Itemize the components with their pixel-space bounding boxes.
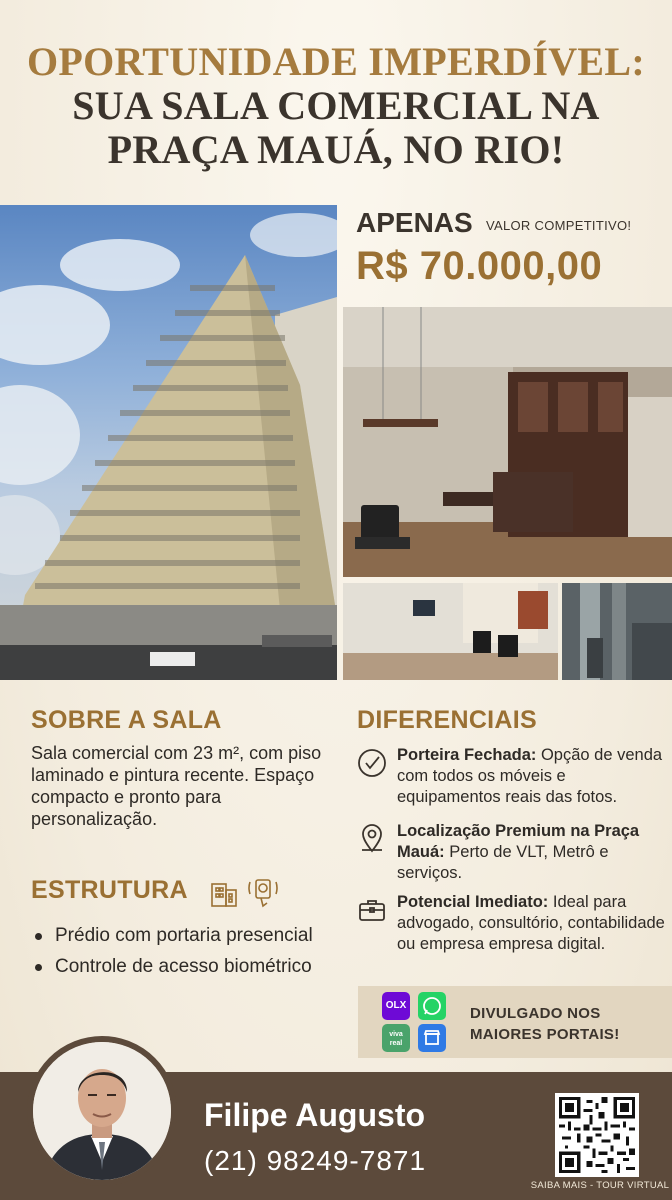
headline bbox=[0, 40, 672, 172]
headline-line-3: PRAÇA MAUÁ, NO RIO! bbox=[107, 127, 565, 172]
check-circle-icon bbox=[356, 747, 388, 779]
olx-icon[interactable]: OLX bbox=[382, 992, 410, 1020]
differential-item bbox=[356, 821, 672, 883]
differential-item bbox=[356, 745, 672, 815]
differential-bold: Potencial Imediato: bbox=[397, 893, 549, 911]
office-photo-3 bbox=[562, 583, 672, 680]
structure-title: ESTRUTURA bbox=[31, 876, 188, 904]
office-photo-main bbox=[343, 307, 672, 577]
building-icon bbox=[208, 876, 240, 913]
price-label: APENAS bbox=[356, 207, 473, 238]
headline-line-1: OPORTUNIDADE IMPERDÍVEL: bbox=[26, 39, 646, 84]
differential-bold: Porteira Fechada: bbox=[397, 746, 537, 764]
differential-item bbox=[356, 892, 672, 976]
headline-line-2: SUA SALA COMERCIAL NA bbox=[72, 83, 600, 128]
differential-text bbox=[397, 745, 667, 808]
store-icon[interactable] bbox=[418, 1024, 446, 1052]
differential-bold: Localização Premium na Praça Mauá: bbox=[397, 822, 640, 861]
map-pin-icon bbox=[356, 823, 388, 855]
portals-text: DIVULGADO NOS MAIORES PORTAIS! bbox=[470, 1005, 620, 1043]
about-title: SOBRE A SALA bbox=[31, 706, 222, 734]
avatar bbox=[27, 1036, 177, 1186]
differential-desc: Perto de VLT, Metrô e serviços. bbox=[397, 843, 609, 882]
about-text: Sala comercial com 23 m², com piso laminado e pintura recente. Espaço compacto e pronto para personalização. bbox=[31, 743, 322, 829]
qr-code[interactable] bbox=[555, 1093, 639, 1177]
briefcase-icon bbox=[356, 894, 388, 926]
differential-text bbox=[397, 892, 667, 955]
differential-desc: Ideal para advogado, consultório, contabilidade ou empresa empresa digital. bbox=[397, 893, 665, 953]
agent-phone[interactable]: (21) 98249-7871 bbox=[204, 1145, 427, 1176]
differentials-title: DIFERENCIAIS bbox=[357, 706, 538, 734]
whatsapp-icon[interactable] bbox=[418, 992, 446, 1020]
list-item: Controle de acesso biométrico bbox=[33, 951, 313, 982]
price-value: R$ 70.000,00 bbox=[356, 244, 603, 288]
agent-name: Filipe Augusto bbox=[204, 1097, 426, 1133]
vivareal-icon[interactable]: viva real bbox=[382, 1024, 410, 1052]
structure-list bbox=[33, 920, 313, 982]
portals-box bbox=[358, 986, 672, 1058]
differential-text bbox=[397, 821, 667, 884]
building-photo bbox=[0, 205, 337, 680]
qr-label: SAIBA MAIS - TOUR VIRTUAL bbox=[530, 1180, 670, 1191]
fingerprint-access-icon bbox=[247, 874, 281, 913]
office-photo-2 bbox=[343, 583, 558, 680]
price-sublabel: VALOR COMPETITIVO! bbox=[486, 218, 632, 233]
differential-desc: Opção de venda com todos os móveis e equipamentos reais das fotos. bbox=[397, 746, 663, 806]
list-item: Prédio com portaria presencial bbox=[33, 920, 313, 951]
